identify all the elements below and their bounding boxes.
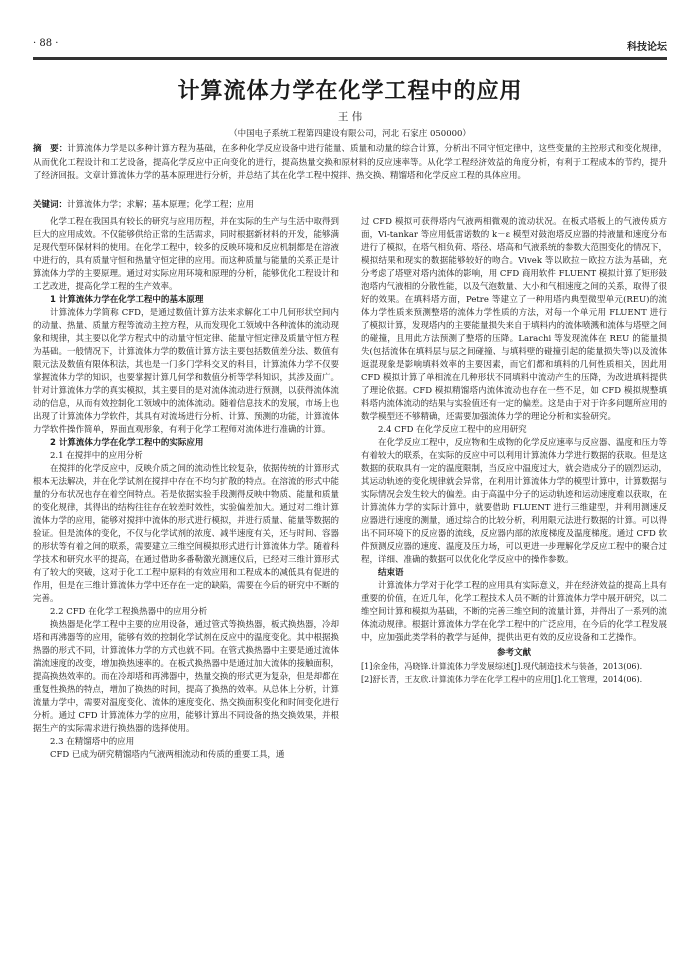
abstract <box>33 143 667 184</box>
section-2-3-paragraph: CFD 已成为研究精馏塔内气液两相流动和传质的重要工具，通 <box>50 750 285 760</box>
abstract-text: 计算流体力学是以多种计算方程为基础，在多种化学反应设备中进行能量、质量和动量的综合计算，分析出不同守恒定律中，这些变量的主控形式和变化规律，从而优化工程设计和工艺设备，提高化学反应中正向变化的进行，提高热量交换和原材料的反应速率等。从化学工程经济效益的角度分析，有利于工程成本的节约，提升了经济回报。文章计算流体力学的基本原理进行分析，并总结了其在化学工程中搅拌、热交换、精馏塔和化学反应工程的具体应用。 <box>33 144 667 181</box>
section-2-1-heading: 2.1 在搅拌中的应用分析 <box>50 451 143 461</box>
section-2-3-heading: 2.3 在精馏塔中的应用 <box>50 737 135 747</box>
reference-item: [2]舒长青，王友欣.计算流体力学在化学工程中的应用[J].化工管理，2014(06). <box>361 674 643 684</box>
conclusion-paragraph: 计算流体力学对于化学工程的应用具有实际意义，并在经济效益的提高上具有重要的价值，在近几年，化学工程技术人员不断的计算流体力学中展开研究，以二维空间计算和模拟为基础，不断的完善三维空间的流量计算，并得出了一系列的流体流动规律。根据计算流体力学在化学工程中的广泛应用，在今后的化学工程发展中，应加强此类学科的教学与延伸，提供出更有效的反应设备和工艺操作。 <box>361 581 667 643</box>
journal-name: 科技论坛 <box>627 42 667 53</box>
section-2-2-heading: 2.2 CFD 在化学工程换热器中的应用分析 <box>50 607 208 617</box>
affiliation: （中国电子系统工程第四建设有限公司，河北 石家庄 050000） <box>229 129 471 139</box>
section-1-heading: 1 计算流体力学在化学工程中的基本原理 <box>50 295 204 305</box>
header-rule <box>33 57 667 60</box>
author: 王 伟 <box>337 111 363 123</box>
right-column <box>361 216 667 916</box>
abstract-label: 摘 要： <box>33 144 68 154</box>
conclusion-heading: 结束语 <box>378 568 404 578</box>
page-header <box>33 38 667 52</box>
section-2-1-paragraph: 在搅拌的化学反应中，反映介质之间的流动性比较复杂，依据传统的计算形式根本无法解决，并在化学试剂在搅拌中存在不均匀扩散的特点。在溶流的形式中能量的分布状况也存在着空间特点。若是依据实验手段测得反映中物质、能量和质量的变化规律，其得出的结构往往存在较差时效性，实验偏差加大。通过对二维计算流体力学的应用，能够对搅拌中流体的形式进行模拟，并进行质量、能量等数据的验证。但是流体的变化，不仅与化学试剂的浓度、减半速度有关，还与时间、容器的形状等有着之间的联系，需要建立三维空间模拟形式进行计算流体力学。随着科学技术和研究水平的提高，在通过借助多番勒激光测速仪后，已经对三维计算形式有了较大的突破，这对于化工工程中原料的有效应用和工程成本的减低具有促进的作用，但是在三维计算流体力学中还存在一定的缺陷，需要在今后的研究中不断的完善。 <box>33 464 339 604</box>
keywords <box>33 199 667 212</box>
keywords-label: 关键词： <box>33 200 68 210</box>
section-2-4-paragraph: 在化学反应工程中，反应物和生成物的化学反应速率与反应器、温度和压力等有着较大的联系，在实际的反应中可以利用计算流体力学进行数据的获取。但是这数据的获取具有一定的温度限制，当反应中温度过大，就会造成分子的剧烈运动，其运动轨迹的变化规律就会异常，在利用计算流体力学的模型计算中，计算数据与实际情况会发生较大的偏差。由于高温中分子的运动轨迹和运动速度难以获取，在计算流体力学的实际计算中，就要借助 FLUENT 进行三维建型，并利用测速反应器进行速度的测量，通过综合的比较分析，利用限元法进行数据的计算。可以得出不同环境下的反应器的流线，反应器内部的浓度梯度及温度梯度。通过 CFD 软件预测反应器的速度、温度及压力场，可以更进一步理解化学反应工程中的聚合过程，详细、准确的数据可以优化化学反应中的操作参数。 <box>361 438 667 565</box>
section-2-4-heading: 2.4 CFD 在化学反应工程中的应用研究 <box>378 425 527 435</box>
left-column <box>33 216 339 916</box>
references-heading: 参考文献 <box>496 648 531 658</box>
keywords-text: 计算流体力学；求解；基本原理；化学工程；应用 <box>67 200 255 210</box>
page-number: · 88 · <box>33 38 59 49</box>
article-title: 计算流体力学在化学工程中的应用 <box>177 79 523 104</box>
intro-paragraph: 化学工程在我国具有较长的研究与应用历程，并在实际的生产与生活中取得到巨大的应用成效。不仅能够供给正常的生活需求，同时根据新材料的开发，能够满足现代型环保材料的使用。在化学工程中，较多的反映环境和反应机制都是在溶液中进行的，具有质量守恒和热量守恒定律的应用。而这种质量与能量的关系正是计算流体力学的主要原理。通过对实际应用环境和原理的分析，能够优化工程设计和工艺改进，提高化学工程的生产效率。 <box>33 217 339 292</box>
section-1-paragraph: 计算流体力学简称 CFD，是通过数值计算方法来求解化工中几何形状空间内的动量、热量、质量方程等流动主控方程，从而发现化工领域中各种流体的流动现象和规律，其主要以化学方程式中的动量守恒定律、能量守恒定律及质量守恒方程为基础。一般情况下，计算流体力学的数值计算方法主要包括数值差分法、数值有限元法及数值有限体积法，其也是一门多门学科交叉的科目，计算流体力学不仅要掌握流体力学的知识，也要掌握计算几何学和数值分析等学科知识，其涉及面广。针对计算流体力学的真实模拟，其主要目的是对流体流动进行预测，以获得流体流动的信息，从而有效控制化工领域中的流体流动。随着信息技术的发展，市场上也出现了计算流体力学软件，其具有对流场进行分析、计算、预测的功能，计算流体力学软件操作简单，界面直观形象，有利于化学工程师对流体进行准确的计算。 <box>33 308 339 435</box>
section-2-heading: 2 计算流体力学在化学工程中的实际应用 <box>50 438 204 448</box>
reference-item: [1]余金伟，冯晓锋.计算流体力学发展综述[J].现代制造技术与装备，2013(06). <box>361 662 643 671</box>
section-2-2-paragraph: 换热器是化学工程中主要的应用设备，通过管式等换热器，板式换热器，冷却塔和再沸器等的应用，能够有效的控制化学试剂在反应中的温度变化。其中根据换热器的形式不同，计算流体力学的方式也就不同。在管式换热器中主要是通过流体湍流速度的改变，增加换热速率的。在板式换热器中是通过加大流体的接触面积，提高换热效率的。而在冷却塔和再沸器中，热量交换的形式更为复杂，但是却都在重复性换热的特点，增加了换热的时间，提高了换热的效率。从总体上分析，计算流量力学中，需要对温度变化、流体的速度变化、热交换面积变化和时间变化进行分析。通过 CFD 计算流体力学的应用，能够计算出不同设备的热交换效果，并根据生产的实际需求进行换热器的选择使用。 <box>33 620 339 734</box>
section-2-3-continued: 过 CFD 模拟可获得塔内气液两相微观的流动状况。在板式塔板上的气液传质方面，Vi-tankar 等应用低雷诺数的 k－ε 模型对鼓泡塔反应器的持液量和速度分布进行了模拟，在塔气相负荷、塔径、塔高和气液系统的参数大范围变化的情况下，模拟结果和现实的数据能够较好的吻合。Vivek 等以欧拉－欧拉方法为基础，充分考虑了塔壁对塔内流体的影响，用 CFD 商用软件 FLUENT 模拟计算了矩形鼓泡塔内气液相的分散性能，以及气泡数量、大小和气相速度之间的关系，取得了很好的效果。在填料塔方面，Petre 等建立了一种用塔内典型微型单元(REU)的流体力学性质来预测整塔的流体力学性质的方法，对每一个单元用 FLUENT 进行了模拟计算，发现塔内的主要能量损失来自于填料内的流体喷溅和流体与塔壁之间的碰撞，且用此方法预测了整塔的压降。Larachi 等发现流体在 REU 的能量损失(包括流体在填料层与层之间碰撞、与填料壁的碰撞引起的能量损失等)以及流体返混现象是影响填料效率的主要因素，而它们都和填料的几何性质相关，因此用 CFD 模拟计算了单相流在几种形状不同填料中流动产生的压降，为改进填料提供了理论依据。CFD 模拟精馏塔内流体流动也存在一些不足，如 CFD 模拟规整填料塔内流体流动的结果与实验值还有一定的偏差。这是由于对于许多问题所应用的数学模型还不够精确，还需要加强流体力学的理论分析和实验研究。 <box>361 217 667 422</box>
